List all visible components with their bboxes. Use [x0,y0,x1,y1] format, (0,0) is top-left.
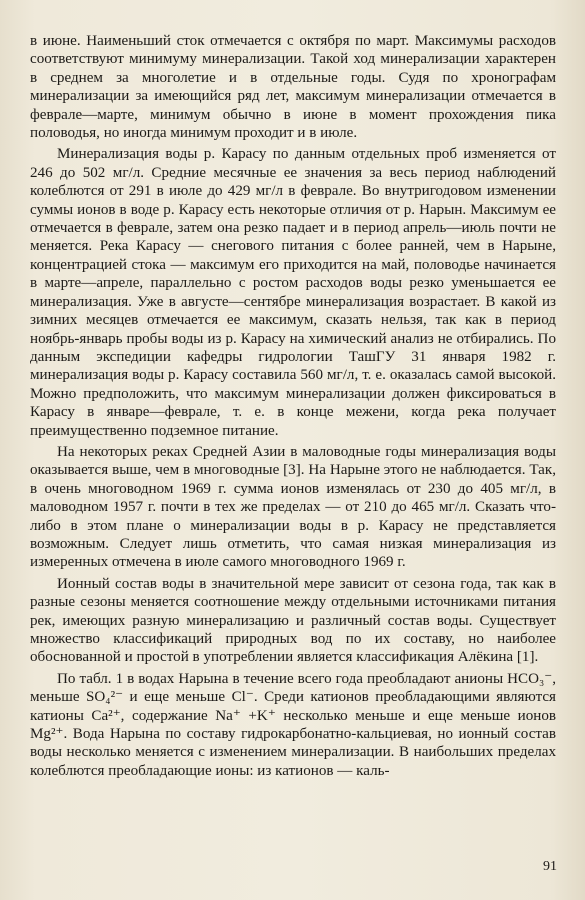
paragraph-2: Минерализация воды р. Карасу по данным отдельных проб изменяется от 246 до 502 мг/л. Средние месячные ее значения за весь период наблюдений колеблются от 291 в июле до 429 мг/л в феврале. Во внутригодовом изменении суммы ионов в воде р. Карасу есть некоторые отличия от р. Нарын. Максимум ее отмечается в феврале, затем она резко падает и в период апрель—июль почти не меняется. Река Карасу — снегового питания с более ранней, чем в Нарыне, концентрацией стока — максимум его приходится на май, половодье начинается в марте—апреле, параллельно с ростом расходов воды резко уменьшается ее минерализация. Уже в августе—сентябре минерализация возрастает. В какой из зимних месяцев отмечается ее максимум, сказать нельзя, так как в период ноябрь-январь пробы воды из р. Карасу на химический анализ не отбирались. По данным экспедиции кафедры гидрологии ТашГУ 31 января 1982 г. минерализация воды р. Карасу составила 560 мг/л, т. е. оказалась самой высокой. Можно предположить, что максимум минерализации должен фиксироваться в Карасу в январе—феврале, т. е. в конце межени, когда река получает преимущественно подземное питание. [30,146,556,439]
paragraph-5: По табл. 1 в водах Нарына в течение всего года преобладают анионы HCO₃⁻, меньше SO₄²⁻ и еще меньше Cl⁻. Среди катионов преобладающими являются катионы Ca²⁺, содержание Na⁺ +K⁺ несколько меньше и еще меньше ионов Mg²⁺. Вода Нарына по составу гидрокарбонатно-кальциевая, но ионный состав воды несколько меняется с изменением минерализации. В наибольших пределах колеблются преобладающие ионы: из катионов — каль- [30,670,556,779]
paragraph-3: На некоторых реках Средней Азии в маловодные годы минерализация воды оказывается выше, чем в многоводные [3]. На Нарыне этого не наблюдается. Так, в очень многоводном 1969 г. сумма ионов изменялась от 230 до 405 мг/л, в маловодном 1957 г. почти в тех же пределах — от 210 до 465 мг/л. Сказать что-либо в этом плане о минерализации воды в р. Карасу не представляется возможным. Следует лишь отметить, что самая низкая минерализация из измеренных отмечена в июле самого многоводного 1969 г. [30,443,556,571]
paragraph-4: Ионный состав воды в значительной мере зависит от сезона года, так как в разные сезоны меняется соотношение между отдельными источниками питания рек, имеющих разную минерализацию и различный состав воды. Существует множество классификаций природных вод по их составу, но наиболее обоснованной и простой в употреблении является классификация Алёкина [1]. [30,575,556,666]
main-text [30,32,556,780]
paragraph-1: в июне. Наименьший сток отмечается с октября по март. Максимумы расходов соответствуют минимуму минерализации. Такой ход минерализации характерен в среднем за многолетие и в отдельные годы. Судя по хронографам минерализации за имеющийся ряд лет, максимум минерализации отмечается в феврале—марте, минимум обычно в июне в момент прохождения пика половодья, но иногда минимум проходит и в июле. [30,33,556,142]
page-number: 91 [543,859,557,874]
